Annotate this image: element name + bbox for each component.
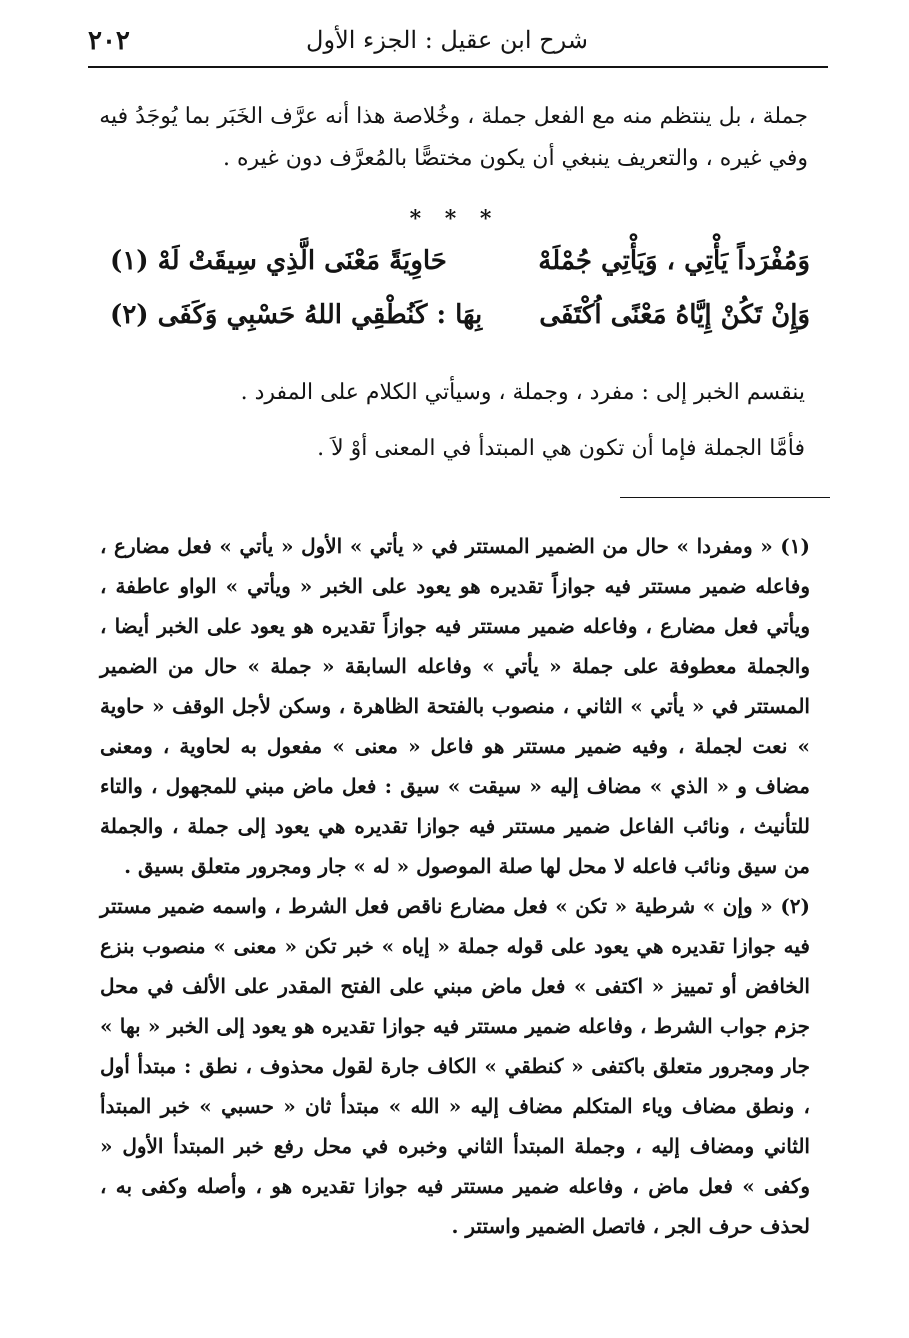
verse-line-2 — [110, 300, 810, 344]
verse-1-first-hemistich: وَمُفْرَداً يَأْتِي ، وَيَأْتِي جُمْلَهْ — [538, 246, 810, 276]
verse-2-first-hemistich: وَإِنْ تَكُنْ إِيَّاهُ مَعْنًى اُكْتَفَى — [539, 300, 810, 330]
page-header — [88, 22, 828, 62]
paragraph-text: جملة ، بل ينتظم منه مع الفعل جملة ، وخُلاصة هذا أنه عرَّف الخَبَر بما يُوجَدُ فيه وفي غيره ، والتعريف ينبغي أن يكون مختصًّا بالمُعرَّف دون غيره . — [99, 104, 808, 171]
body-paragraph — [96, 96, 808, 180]
page-number: ٢٠٢ — [88, 26, 130, 56]
footnote-rule — [620, 497, 830, 498]
header-rule — [88, 66, 828, 68]
verse-2-second-hemistich: بِهَا : كَنُطْقِي اللهُ حَسْبِي وَكَفَى (٢) — [110, 300, 483, 330]
verse-line-1 — [110, 246, 810, 290]
body-line-division: ينقسم الخبر إلى : مفرد ، وجملة ، وسيأتي الكلام على المفرد . — [240, 380, 805, 405]
section-separator: * * * — [409, 206, 500, 232]
body-line-sentence: فأمَّا الجملة فإما أن تكون هي المبتدأ في المعنى أوْ لاَ . — [317, 436, 805, 461]
verse-1-second-hemistich: حَاوِيَةً مَعْنَى الَّذِي سِيقَتْ لَهْ (١) — [110, 246, 447, 276]
footnote-2: (٢) « وإن » شرطية « تكن » فعل مضارع ناقص فعل الشرط ، واسمه ضمير مستتر فيه جوازا تقديره هي يعود على قوله جملة « إياه » خبر تكن « معنى » منصوب بنزع الخافض أو تمييز « اكتفى » فعل ماض مبني على الفتح المقدر على الألف في محل جزم جواب الشرط ، وفاعله ضمير مستتر فيه جوازا تقديره هو يعود إلى الخبر « بها » جار ومجرور متعلق باكتفى « كنطقي » الكاف جارة لقول محذوف ، نطق : مبتدأ أول ، ونطق مضاف وياء المتكلم مضاف إليه « الله » مبتدأ ثان « حسبي » خبر المبتدأ الثاني ومضاف إليه ، وجملة المبتدأ الثاني وخبره في محل رفع خبر المبتدأ الأول « وكفى » فعل ماض ، وفاعله ضمير مستتر فيه جوازا تقديره هو ، وأصله وكفى به ، لحذف حرف الجر ، فاتصل الضمير واستتر . — [100, 894, 810, 1238]
running-title: شرح ابن عقيل : الجزء الأول — [306, 26, 588, 54]
footnote-1: (١) « ومفردا » حال من الضمير المستتر في « يأتي » الأول « يأتي » فعل مضارع ، وفاعله ضمير مستتر فيه جوازاً تقديره هو يعود على الخبر « ويأتي » الواو عاطفة ، ويأتي فعل مضارع ، وفاعله ضمير مستتر فيه جوازاً تقديره هو يعود على الخبر أيضا ، والجملة معطوفة على جملة « يأتي » وفاعله السابقة « جملة » حال من الضمير المستتر في « يأتي » الثاني ، منصوب بالفتحة الظاهرة ، وسكن لأجل الوقف « حاوية » نعت لجملة ، وفيه ضمير مستتر هو فاعل « معنى » مفعول به لحاوية ، ومعنى مضاف و « الذي » مضاف إليه « سيقت » سيق : فعل ماض مبني للمجهول ، والتاء للتأنيث ، ونائب الفاعل ضمير مستتر فيه جوازا تقديره هي يعود إلى جملة ، والجملة من سيق ونائب فاعله لا محل لها صلة الموصول « له » جار ومجرور متعلق بسيق . — [100, 534, 810, 878]
footnotes — [100, 526, 810, 1246]
